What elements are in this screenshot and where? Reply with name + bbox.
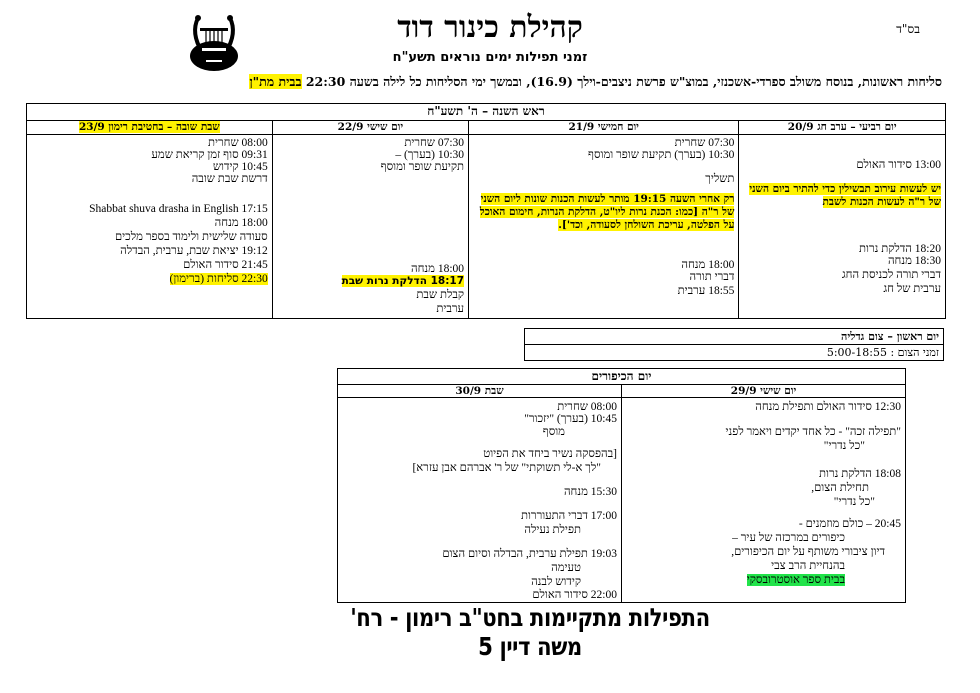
schedule-line: דברי תורה bbox=[689, 271, 735, 283]
schedule-line: 18:08 הדלקת נרות bbox=[819, 468, 901, 480]
rh-day-cell bbox=[739, 135, 946, 319]
schedule-line: ערבית של חג bbox=[883, 283, 941, 295]
schedule-line: 18:20 הדלקת נרות bbox=[859, 243, 941, 255]
schedule-line: 18:00 מנחה bbox=[410, 263, 465, 275]
schedule-line: 21:45 סידור האולם bbox=[183, 259, 268, 271]
schedule-line: 19:12 יציאת שבת, ערבית, הבדלה bbox=[120, 245, 268, 257]
schedule-line: 10:45 קידוש bbox=[212, 161, 268, 173]
schedule-line: סעודה שלישית ולימוד בספר מלכים bbox=[114, 231, 268, 243]
rh-day-header bbox=[27, 121, 273, 135]
fast-day-box bbox=[524, 328, 944, 361]
yom-kippur-title: יום הכיפורים bbox=[338, 369, 906, 385]
schedule-line: 09:31 סוף זמן קריאת שמע bbox=[151, 149, 268, 161]
preparation-note: רק אחרי השעה 19:15 מותר לעשות הכנות שונות ליום השני של ר"ה [כמו: הכנת נרות ליו"ט, הדלקת הנרות, חימום האוכל על הפלטה, עריכת השולחן לסעודה, וכד']. bbox=[479, 193, 735, 231]
schedule-line: 18:00 מנחה bbox=[214, 217, 268, 229]
schedule-line: 12:30 סידור האולם ותפילת מנחה bbox=[755, 401, 901, 413]
schedule-line: מוסף bbox=[542, 426, 565, 438]
schedule-line: 07:30 שחרית bbox=[674, 137, 735, 149]
schedule-line: [בהפסקה נשיר ביחד את הפיוט bbox=[483, 448, 617, 460]
page-subtitle: זמני תפילות ימים נוראים תשע"ח bbox=[392, 50, 588, 65]
bsd-mark: בס"ד bbox=[896, 22, 920, 36]
schedule-line: תפילת נעילה bbox=[524, 524, 581, 536]
intro-location: בבית מת"ן bbox=[249, 74, 302, 89]
schedule-line: 10:45 (בערך) "יזכור" bbox=[524, 413, 617, 425]
schedule-line: דברי תורה לכניסת החג bbox=[841, 269, 941, 281]
candle-lighting-line: 18:17 הדלקת נרות שבת bbox=[341, 275, 465, 287]
schedule-line: "כל נדרי" bbox=[823, 440, 865, 452]
schedule-line: 15:30 מנחה bbox=[563, 486, 617, 498]
eruv-note: יש לעשות עירוב תבשילין כדי להתיר ביום השני של ר"ה לעשות הכנות לשבת bbox=[749, 183, 941, 208]
yk-day-cell bbox=[622, 398, 906, 603]
fast-times-value: 5:00-18:55 bbox=[826, 346, 887, 359]
schedule-line: 10:30 (בערך) תקיעת שופר ומוסף bbox=[588, 149, 735, 161]
schedule-line: קידוש לבנה bbox=[531, 576, 581, 588]
schedule-line: דיון ציבורי משותף על יום הכיפורים, bbox=[731, 546, 885, 558]
schedule-line: 18:30 מנחה bbox=[887, 255, 941, 267]
schedule-line: 18:55 ערבית bbox=[677, 285, 735, 297]
yom-kippur-table bbox=[337, 368, 906, 603]
rh-day-cell bbox=[272, 135, 468, 319]
schedule-line: 08:00 שחרית bbox=[208, 137, 268, 149]
schedule-line: כיפורים במרכזה של עיר – bbox=[732, 532, 845, 544]
harp-logo-icon bbox=[188, 12, 240, 72]
schedule-line: 17:00 דברי התעוררות bbox=[520, 510, 617, 522]
page-title: קהילת כינור דוד bbox=[397, 10, 583, 45]
yk-day-header: שבת 30/9 bbox=[338, 385, 622, 398]
selichot-intro bbox=[40, 74, 942, 90]
schedule-line: בהנחיית הרב צבי bbox=[771, 560, 845, 572]
schedule-line: "תפילה זכה" - כל אחד יקדים ויאמר לפני bbox=[725, 426, 901, 438]
selichot-line: 22:30 סליחות (ברימון) bbox=[169, 273, 268, 285]
rh-day-header: יום שישי 22/9 bbox=[272, 121, 468, 135]
schedule-line: טעימה bbox=[551, 562, 581, 574]
schedule-line: 07:30 שחרית bbox=[404, 137, 465, 149]
intro-text: סליחות ראשונות, בנוסח משולב ספרדי-אשכנזי, במוצ"ש פרשת ניצבים-וילך (16.9), ובמשך ימי הסליחות כל לילה בשעה 22:30 bbox=[301, 74, 942, 89]
rosh-hashana-table bbox=[26, 103, 946, 319]
schedule-line: 10:30 (בערך) – bbox=[395, 149, 465, 161]
rh-day-cell bbox=[27, 135, 273, 319]
rosh-hashana-title: ראש השנה – ה' תשע"ח bbox=[27, 104, 946, 121]
schedule-line: קבלת שבת bbox=[416, 289, 465, 301]
schedule-line: 13:00 סידור האולם bbox=[856, 159, 941, 171]
rh-day-cell bbox=[469, 135, 739, 319]
rh-day-header: יום חמישי 21/9 bbox=[469, 121, 739, 135]
fast-title: יום ראשון – צום גדליה bbox=[525, 329, 944, 345]
schedule-line: 17:15 Shabbat shuva drasha in English bbox=[89, 203, 268, 215]
location-line: בבית ספר אוסטרובסקי bbox=[746, 574, 845, 586]
schedule-line: 20:45 – כולם מוזמנים - bbox=[798, 518, 901, 530]
schedule-line: תשליך bbox=[705, 173, 735, 185]
schedule-line: 19:03 תפילת ערבית, הבדלה וסיום הצום bbox=[442, 548, 617, 560]
yk-day-cell bbox=[338, 398, 622, 603]
schedule-line: "כל נדרי" bbox=[833, 496, 875, 508]
schedule-line: תקיעת שופר ומוסף bbox=[380, 161, 465, 173]
schedule-line: תחילת הצום, bbox=[811, 482, 869, 494]
schedule-line: ערבית bbox=[436, 303, 465, 315]
fast-times: זמני הצום : 5:00-18:55 bbox=[525, 345, 944, 361]
schedule-line: 22:00 סידור האולם bbox=[532, 589, 617, 601]
schedule-line: "לך א-לי תשוקתי" של ר' אברהם אבן עזרא] bbox=[412, 462, 601, 474]
yk-day-header: יום שישי 29/9 bbox=[622, 385, 906, 398]
schedule-line: דרשת שבת שובה bbox=[191, 173, 268, 185]
schedule-line: 08:00 שחרית bbox=[557, 401, 617, 413]
rh-day-header: יום רביעי – ערב חג 20/9 bbox=[739, 121, 946, 135]
shabbat-shuva-header: שבת שובה – בחטיבת רימון 23/9 bbox=[78, 121, 220, 133]
location-footer: התפילות מתקיימות בחט"ב רימון - רח' משה דיין 5 bbox=[350, 603, 710, 661]
schedule-line: 18:00 מנחה bbox=[681, 259, 735, 271]
